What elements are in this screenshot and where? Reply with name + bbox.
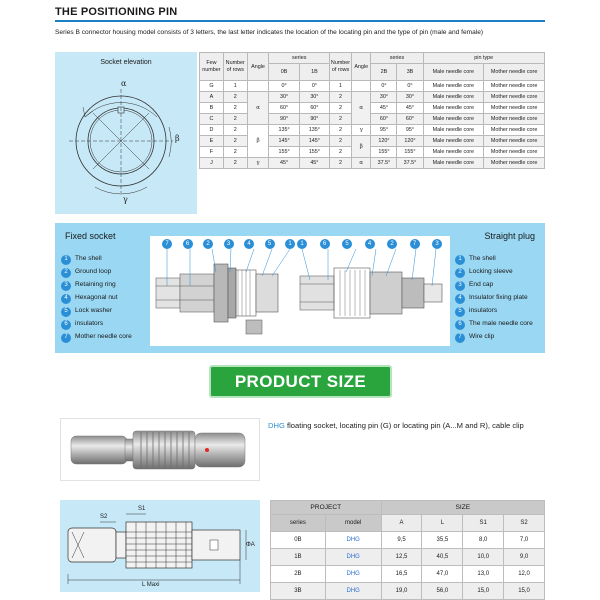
legend-item: [455, 253, 533, 266]
rows-cell: 2: [223, 158, 247, 169]
size-model-cell: DHG: [325, 566, 381, 583]
legend-label: Insulator fixing plate: [469, 294, 528, 302]
product-description: [268, 421, 540, 431]
male-core-cell: Male needle core: [423, 136, 484, 147]
size-series-cell: 3B: [271, 583, 326, 600]
size-model-cell: DHG: [325, 532, 381, 549]
alpha-label: α: [121, 79, 127, 88]
size-s1-cell: 13,0: [463, 566, 504, 583]
rows-cell: 2: [223, 147, 247, 158]
angle-cell-2: α: [351, 158, 371, 169]
legend-number-badge: 3: [61, 281, 71, 291]
size-l-cell: 40,5: [422, 549, 463, 566]
legend-number-badge: 4: [455, 294, 465, 304]
callout-number-badge: 2: [203, 239, 213, 249]
legend-label: The male needle core: [469, 320, 533, 328]
series-2b-cell: 155°: [371, 147, 397, 158]
legend-number-badge: 5: [61, 307, 71, 317]
col-series-2: series: [371, 53, 423, 64]
series-0b-cell: 135°: [269, 125, 299, 136]
series-1b-cell: 60°: [299, 103, 329, 114]
legend-item: [61, 266, 132, 279]
legend-label: The shell: [469, 255, 496, 263]
rows-cell: 2: [223, 92, 247, 103]
legend-number-badge: 2: [455, 268, 465, 278]
angle-cell-2: α: [351, 92, 371, 125]
rows-cell: 2: [223, 114, 247, 125]
series-1b-cell: 30°: [299, 92, 329, 103]
rows-cell: 2: [223, 136, 247, 147]
size-table-row: [271, 566, 545, 583]
legend-number-badge: 3: [455, 281, 465, 291]
size-table-row: [271, 532, 545, 549]
callout-number-badge: 1: [285, 239, 295, 249]
few-number-cell: A: [200, 92, 224, 103]
male-core-cell: Male needle core: [423, 114, 484, 125]
straight-plug-title: Straight plug: [484, 231, 535, 241]
series-1b-cell: 90°: [299, 114, 329, 125]
col-angle-2: Angle: [351, 53, 371, 81]
rows-cell: 2: [223, 125, 247, 136]
mother-core-cell: Mother needle core: [484, 125, 545, 136]
dimension-drawing: [60, 500, 260, 592]
size-l-cell: 35,5: [422, 532, 463, 549]
size-s1-cell: 10,0: [463, 549, 504, 566]
male-core-cell: Male needle core: [423, 125, 484, 136]
rows-cell-2: 2: [330, 92, 352, 103]
size-series-cell: 0B: [271, 532, 326, 549]
few-number-cell: D: [200, 125, 224, 136]
col-3b: 3B: [397, 64, 423, 81]
mother-core-cell: Mother needle core: [484, 92, 545, 103]
series-2b-cell: 37.5°: [371, 158, 397, 169]
series-3b-cell: 30°: [397, 92, 423, 103]
title-divider: [55, 20, 545, 22]
legend-item: [455, 305, 533, 318]
series-3b-cell: 155°: [397, 147, 423, 158]
connector-cutaway-drawing: [150, 236, 450, 346]
legend-label: Wire clip: [469, 333, 495, 341]
size-s2-cell: 15,0: [504, 583, 545, 600]
size-col-series: series: [271, 515, 326, 532]
size-col-model: model: [325, 515, 381, 532]
legend-item: [61, 305, 132, 318]
pin-table-row: [200, 81, 545, 92]
legend-label: Mother needle core: [75, 333, 132, 341]
series-0b-cell: 45°: [269, 158, 299, 169]
legend-label: Retaining ring: [75, 281, 116, 289]
size-col-a: A: [381, 515, 422, 532]
socket-elevation-diagram: [65, 77, 187, 207]
size-table: [270, 500, 545, 600]
product-photo: [60, 418, 260, 481]
size-s1-cell: 15,0: [463, 583, 504, 600]
few-number-cell: B: [200, 103, 224, 114]
callout-number-badge: 4: [365, 239, 375, 249]
rows-cell: 1: [223, 81, 247, 92]
legend-label: The shell: [75, 255, 102, 263]
size-table-project-header: PROJECT: [271, 501, 382, 515]
size-table-row: [271, 549, 545, 566]
col-0b: 0B: [269, 64, 299, 81]
rows-cell-2: 2: [330, 147, 352, 158]
mother-core-cell: Mother needle core: [484, 147, 545, 158]
product-description-text: floating socket, locating pin (G) or locating pin (A...M and R), cable clip: [287, 421, 524, 430]
callout-number-badge: 7: [162, 239, 172, 249]
legend-item: [61, 331, 132, 344]
dim-l-maxi-label: L Maxi: [142, 582, 160, 588]
few-number-cell: J: [200, 158, 224, 169]
legend-label: Locking sleeve: [469, 268, 513, 276]
connector-photo-illustration: [61, 419, 259, 480]
mother-core-cell: Mother needle core: [484, 81, 545, 92]
few-number-cell: E: [200, 136, 224, 147]
gamma-label: γ: [123, 195, 128, 204]
legend-label: insulators: [75, 320, 104, 328]
callout-number-badge: 3: [224, 239, 234, 249]
legend-number-badge: 1: [61, 255, 71, 265]
series-0b-cell: 90°: [269, 114, 299, 125]
connector-parts-panel: [55, 223, 545, 353]
legend-number-badge: 6: [61, 320, 71, 330]
legend-item: [61, 279, 132, 292]
series-1b-cell: 45°: [299, 158, 329, 169]
pin-table-row: [200, 158, 545, 169]
size-a-cell: 12,5: [381, 549, 422, 566]
series-1b-cell: 145°: [299, 136, 329, 147]
col-mother: Mother needle core: [484, 64, 545, 81]
rows-cell: 2: [223, 103, 247, 114]
legend-number-badge: 1: [455, 255, 465, 265]
socket-elevation-panel: [55, 52, 197, 214]
socket-elevation-title: Socket elevation: [100, 59, 152, 66]
col-1b: 1B: [299, 64, 329, 81]
series-2b-cell: 0°: [371, 81, 397, 92]
series-0b-cell: 30°: [269, 92, 299, 103]
legend-item: [455, 266, 533, 279]
callout-number-badge: 6: [183, 239, 193, 249]
series-2b-cell: 95°: [371, 125, 397, 136]
legend-label: Hexagonal nut: [75, 294, 118, 302]
angle-cell-2: β: [351, 136, 371, 158]
col-few-number: Few number: [200, 53, 224, 81]
series-0b-cell: 145°: [269, 136, 299, 147]
size-l-cell: 47,0: [422, 566, 463, 583]
legend-item: [455, 279, 533, 292]
angle-cell-2: [351, 81, 371, 92]
col-series: series: [269, 53, 330, 64]
male-core-cell: Male needle core: [423, 92, 484, 103]
col-pin-type: pin type: [423, 53, 545, 64]
angle-cell: β: [247, 125, 269, 158]
callout-number-badge: 5: [342, 239, 352, 249]
size-table-size-header: SIZE: [381, 501, 544, 515]
male-core-cell: Male needle core: [423, 103, 484, 114]
few-number-cell: G: [200, 81, 224, 92]
male-core-cell: Male needle core: [423, 147, 484, 158]
size-a-cell: 9,5: [381, 532, 422, 549]
size-col-l: L: [422, 515, 463, 532]
mother-core-cell: Mother needle core: [484, 158, 545, 169]
callout-number-badge: 7: [410, 239, 420, 249]
legend-number-badge: 6: [455, 320, 465, 330]
angle-cell: [247, 81, 269, 92]
size-col-s2: S2: [504, 515, 545, 532]
straight-plug-legend: [455, 253, 533, 344]
size-series-cell: 2B: [271, 566, 326, 583]
size-s2-cell: 7,0: [504, 532, 545, 549]
series-1b-cell: 0°: [299, 81, 329, 92]
male-core-cell: Male needle core: [423, 158, 484, 169]
size-s2-cell: 9,0: [504, 549, 545, 566]
legend-number-badge: 7: [61, 333, 71, 343]
series-0b-cell: 0°: [269, 81, 299, 92]
cutaway-illustration: [150, 236, 450, 346]
series-3b-cell: 45°: [397, 103, 423, 114]
legend-number-badge: 5: [455, 307, 465, 317]
series-2b-cell: 45°: [371, 103, 397, 114]
legend-item: [61, 318, 132, 331]
series-2b-cell: 60°: [371, 114, 397, 125]
fixed-socket-title: Fixed socket: [65, 231, 116, 241]
callout-number-badge: 4: [244, 239, 254, 249]
series-2b-cell: 30°: [371, 92, 397, 103]
size-model-cell: DHG: [325, 583, 381, 600]
legend-item: [455, 331, 533, 344]
dim-phi-a-label: ΦA: [246, 542, 255, 548]
rows-cell-2: 2: [330, 158, 352, 169]
beta-label: β: [175, 134, 180, 143]
series-3b-cell: 37.5°: [397, 158, 423, 169]
size-table-row: [271, 583, 545, 600]
col-number-of-rows: Number of rows: [223, 53, 247, 81]
col-2b: 2B: [371, 64, 397, 81]
male-core-cell: Male needle core: [423, 81, 484, 92]
size-l-cell: 56,0: [422, 583, 463, 600]
size-series-cell: 1B: [271, 549, 326, 566]
series-3b-cell: 120°: [397, 136, 423, 147]
legend-label: Ground loop: [75, 268, 112, 276]
size-s1-cell: 8,0: [463, 532, 504, 549]
col-male: Male needle core: [423, 64, 484, 81]
legend-item: [455, 318, 533, 331]
rows-cell-2: 1: [330, 81, 352, 92]
legend-label: End cap: [469, 281, 494, 289]
series-3b-cell: 0°: [397, 81, 423, 92]
col-number-of-rows-2: Number of rows: [330, 53, 352, 81]
callout-number-badge: 6: [320, 239, 330, 249]
rows-cell-2: 2: [330, 136, 352, 147]
legend-item: [455, 292, 533, 305]
fixed-socket-legend: [61, 253, 132, 344]
size-model-cell: DHG: [325, 549, 381, 566]
size-col-s1: S1: [463, 515, 504, 532]
few-number-cell: F: [200, 147, 224, 158]
series-0b-cell: 60°: [269, 103, 299, 114]
col-angle: Angle: [247, 53, 269, 81]
mother-core-cell: Mother needle core: [484, 136, 545, 147]
dimension-drawing-illustration: [60, 500, 260, 592]
series-3b-cell: 60°: [397, 114, 423, 125]
positioning-pin-table: [199, 52, 545, 169]
angle-cell: α: [247, 92, 269, 125]
rows-cell-2: 2: [330, 103, 352, 114]
series-1b-cell: 155°: [299, 147, 329, 158]
mother-core-cell: Mother needle core: [484, 114, 545, 125]
callout-number-badge: 3: [432, 239, 442, 249]
dim-s1-label: S1: [138, 506, 146, 512]
dim-s2-label: S2: [100, 514, 108, 520]
legend-item: [61, 253, 132, 266]
size-a-cell: 16,5: [381, 566, 422, 583]
legend-item: [61, 292, 132, 305]
legend-number-badge: 7: [455, 333, 465, 343]
callout-number-badge: 5: [265, 239, 275, 249]
few-number-cell: C: [200, 114, 224, 125]
product-model-prefix: DHG: [268, 421, 285, 430]
mother-core-cell: Mother needle core: [484, 103, 545, 114]
legend-label: Lock washer: [75, 307, 113, 315]
rows-cell-2: 2: [330, 114, 352, 125]
angle-cell-2: γ: [351, 125, 371, 136]
size-a-cell: 19,0: [381, 583, 422, 600]
pin-table-row: [200, 125, 545, 136]
size-s2-cell: 12,0: [504, 566, 545, 583]
angle-cell: γ: [247, 158, 269, 169]
series-0b-cell: 155°: [269, 147, 299, 158]
series-2b-cell: 120°: [371, 136, 397, 147]
legend-number-badge: 4: [61, 294, 71, 304]
series-1b-cell: 135°: [299, 125, 329, 136]
callout-number-badge: 2: [387, 239, 397, 249]
callout-number-badge: 1: [297, 239, 307, 249]
product-size-banner: PRODUCT SIZE: [209, 365, 392, 398]
intro-text: Series B connector housing model consists of 3 letters, the last letter indicates the location of the locating pin and the type of pin (male and female): [55, 29, 484, 36]
legend-label: insulators: [469, 307, 498, 315]
legend-number-badge: 2: [61, 268, 71, 278]
rows-cell-2: 2: [330, 125, 352, 136]
pin-table-row: [200, 92, 545, 103]
series-3b-cell: 95°: [397, 125, 423, 136]
section-title: THE POSITIONING PIN: [55, 6, 178, 18]
